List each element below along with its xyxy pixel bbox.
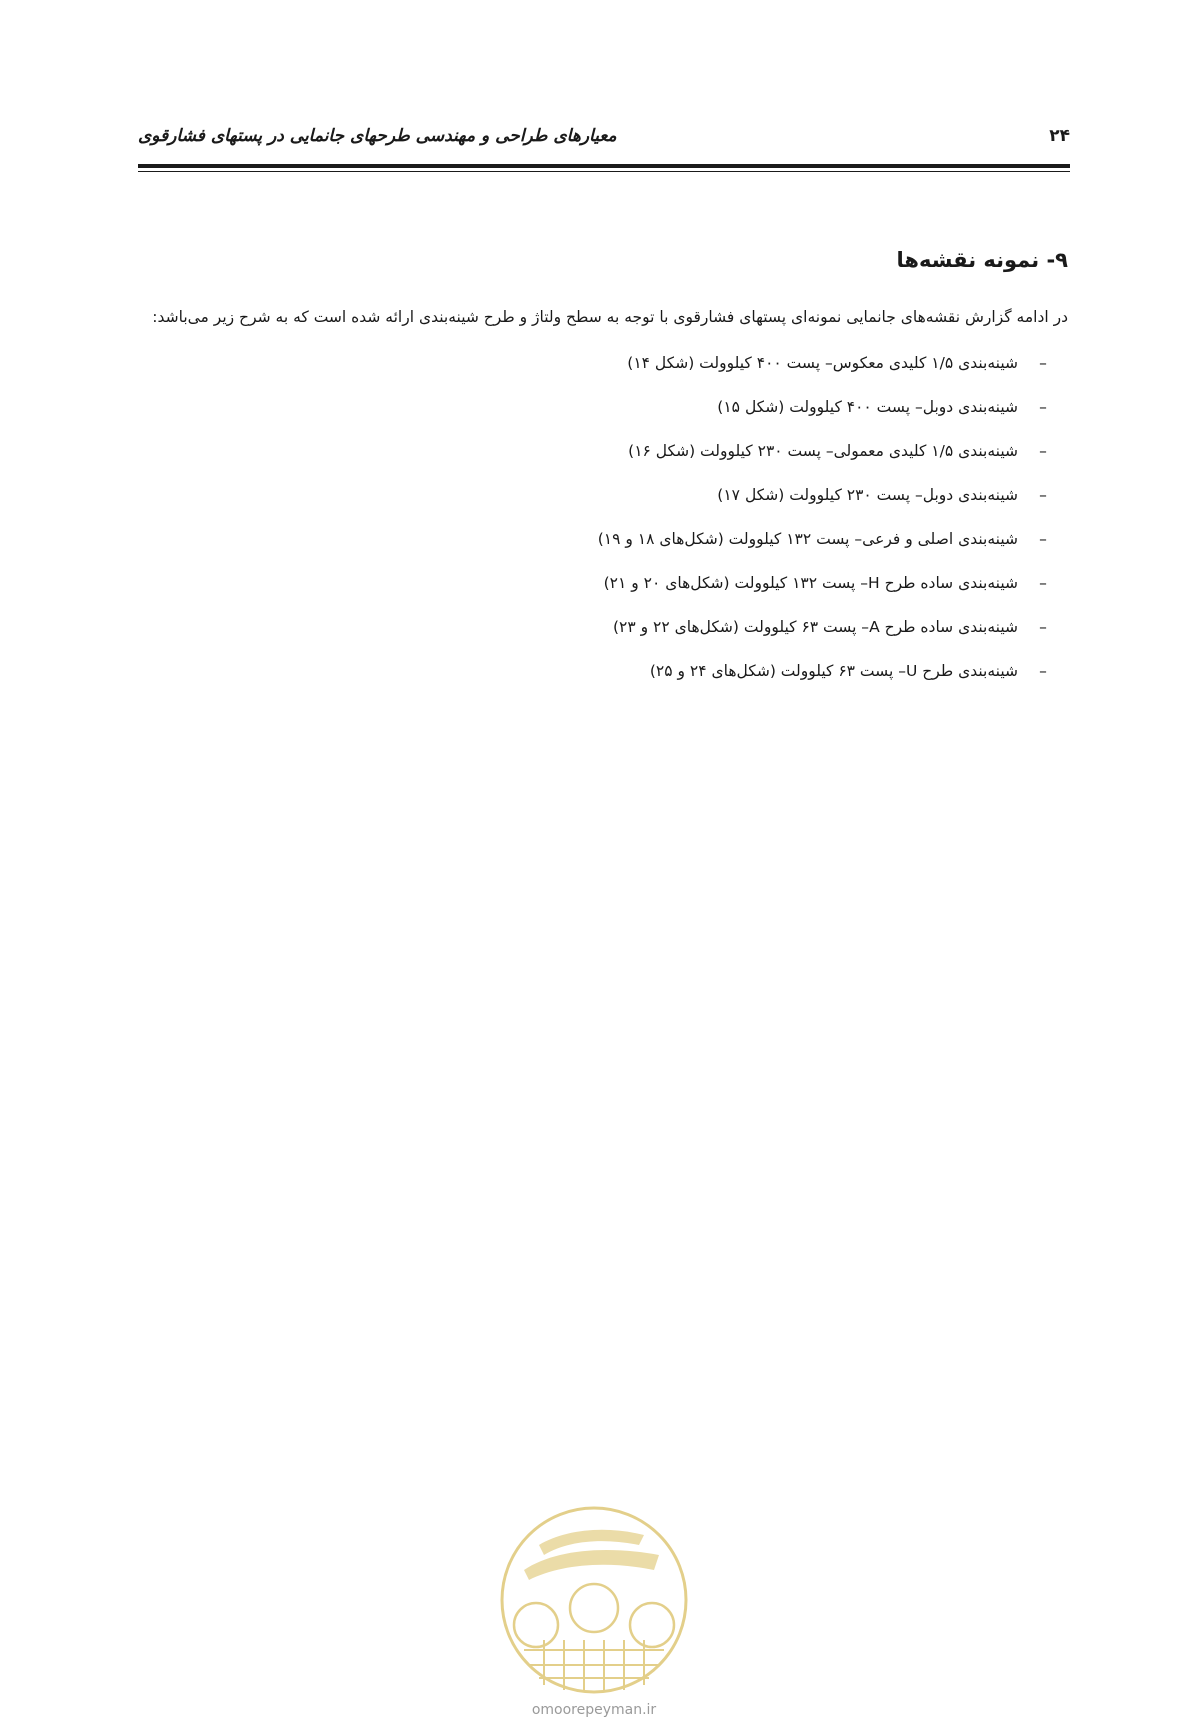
page-header [138, 126, 1070, 152]
list-item [140, 385, 1068, 429]
list-item-text: شینه‌بندی ساده طرح A– پست ۶۳ کیلوولت (شکل‌های ۲۲ و ۲۳) [612, 618, 1018, 636]
header-rule-thick [138, 164, 1070, 168]
list-item-text: شینه‌بندی طرح U– پست ۶۳ کیلوولت (شکل‌های ۲۴ و ۲۵) [649, 662, 1018, 680]
figure-list [140, 341, 1068, 693]
page-number: ۲۴ [1049, 126, 1070, 146]
dash-bullet: – [1039, 486, 1047, 504]
list-item [140, 561, 1068, 605]
dash-bullet: – [1039, 398, 1047, 416]
list-item [140, 341, 1068, 385]
list-item [140, 649, 1068, 693]
dash-bullet: – [1039, 530, 1047, 548]
list-item [140, 605, 1068, 649]
list-item-text: شینه‌بندی اصلی و فرعی– پست ۱۳۲ کیلوولت (شکل‌های ۱۸ و ۱۹) [597, 530, 1018, 548]
watermark-url: omoorepeyman.ir [531, 1702, 657, 1718]
dash-bullet: – [1039, 354, 1047, 372]
watermark [484, 1500, 704, 1730]
watermark-logo-icon [484, 1500, 704, 1700]
list-item-text: شینه‌بندی دوبل– پست ۴۰۰ کیلوولت (شکل ۱۵) [717, 398, 1018, 416]
header-rule-thin [138, 171, 1070, 172]
page-content [140, 245, 1068, 693]
section-heading: ۹- نمونه نقشه‌ها [896, 248, 1068, 272]
header-title: معیارهای طراحی و مهندسی طرحهای جانمایی در پستهای فشارقوی [138, 126, 617, 146]
list-item [140, 429, 1068, 473]
dash-bullet: – [1039, 662, 1047, 680]
list-item-text: شینه‌بندی ۱/۵ کلیدی معکوس– پست ۴۰۰ کیلوولت (شکل ۱۴) [627, 354, 1018, 372]
list-item [140, 517, 1068, 561]
dash-bullet: – [1039, 574, 1047, 592]
list-item-text: شینه‌بندی دوبل– پست ۲۳۰ کیلوولت (شکل ۱۷) [717, 486, 1018, 504]
intro-paragraph: در ادامه گزارش نقشه‌های جانمایی نمونه‌ای پستهای فشارقوی با توجه به سطح ولتاژ و طرح شینه‌بندی ارائه شده است که به شرح زیر می‌باشد: [152, 308, 1068, 326]
list-item [140, 473, 1068, 517]
dash-bullet: – [1039, 618, 1047, 636]
list-item-text: شینه‌بندی ۱/۵ کلیدی معمولی– پست ۲۳۰ کیلوولت (شکل ۱۶) [628, 442, 1018, 460]
dash-bullet: – [1039, 442, 1047, 460]
list-item-text: شینه‌بندی ساده طرح H– پست ۱۳۲ کیلوولت (شکل‌های ۲۰ و ۲۱) [603, 574, 1018, 592]
